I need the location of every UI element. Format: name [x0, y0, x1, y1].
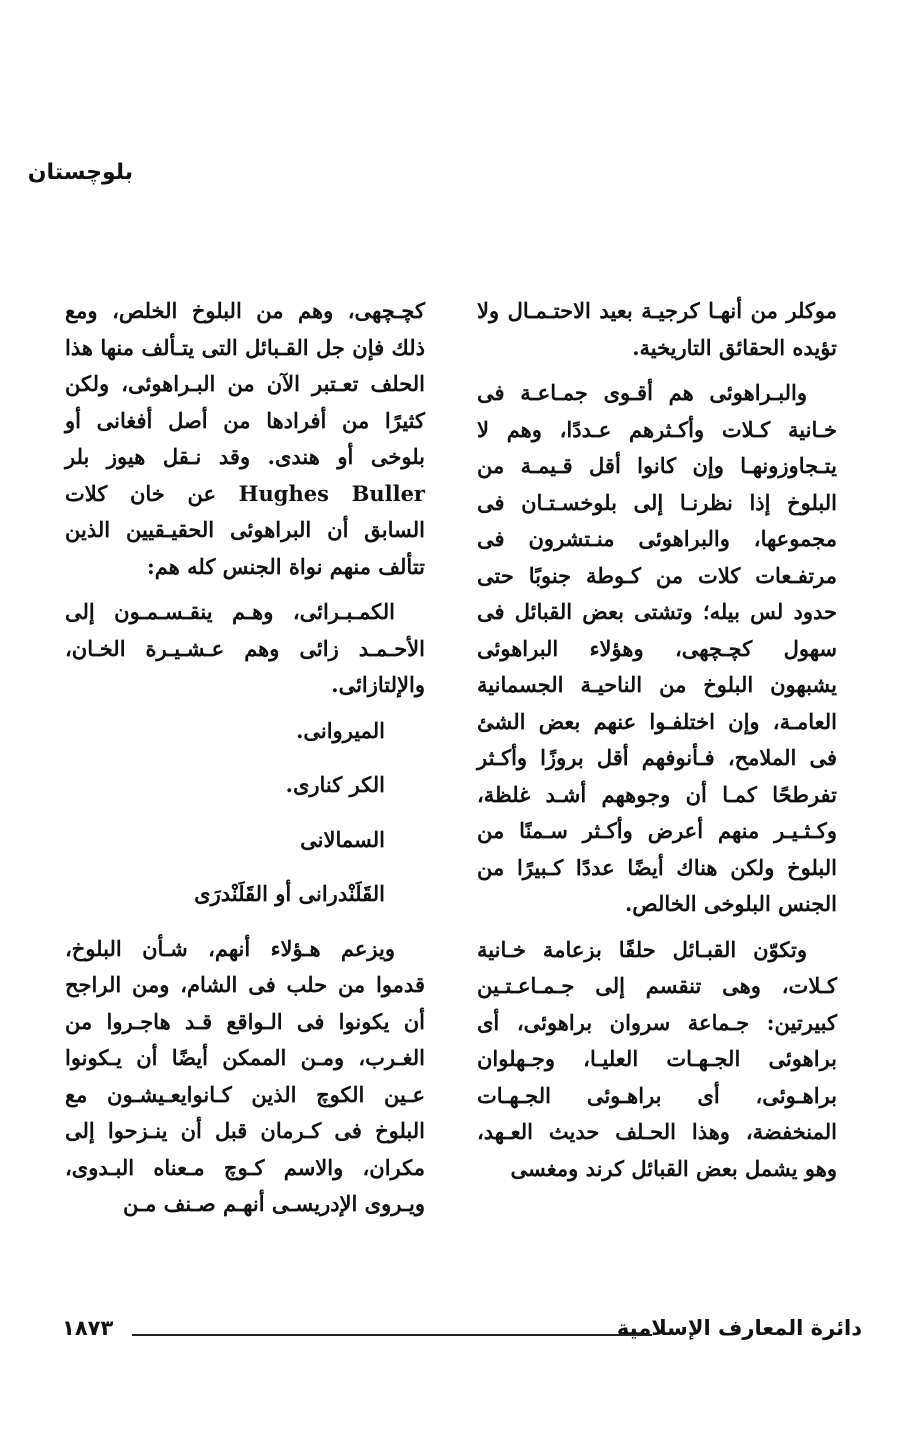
list-item: السمالانى: [300, 826, 385, 852]
paragraph: موكلر من أنهـا كرجيـة بعيد الاحتـمـال ولا تؤيده الحقائق التاريخية.: [477, 298, 837, 360]
page-footer: [62, 1316, 862, 1352]
left-column: [65, 293, 425, 1232]
paragraph: والبـراهوئى هم أقـوى جمـاعـة فى خـانية كـلات وأكـثرهم عـددًا، وهم لا يتـجاوزونهـا وإن كانوا أقل قـيمـة من البلوخ إذا نظرنـا إلى بلوخسـتـان فى مجموعها، والبراهوئى منـتشرون فى مرتفـعات كلات من كـوطة جنوبًا حتى حدود لس بيله؛ وتشتى بعض القبائل فى سهول كچـچهى، وهؤلاء البراهوئى يشبهون البلوخ من الناحيـة الجسمانية العامـة، وإن اختلفـوا عنهم بعض الشئ فى الملامح، فـأنوفهم أقل بروزًا وأكـثر تفرطحًا كمـا أن وجوههم أشـد غلظة، وكـثـيـر منهم أعرض وأكـثر سـمنًا من البلوخ ولكن هناك أيضًا عددًا كـبيرًا من الجنس البلوخى الخالص.: [477, 380, 837, 916]
page-number: ١٨٧٣: [62, 1316, 114, 1340]
list-intro-paragraph: الكمـبـرائى، وهـم ينقـسـمـون إلى الأحـمـد زائى وهم عـشـيـرة الخـان، والإلتازائى.: [65, 599, 425, 697]
list-item: الكر كنارى.: [285, 772, 385, 797]
list-item: الميروانى.: [296, 717, 385, 743]
running-title: بلوچستان: [27, 160, 133, 185]
right-column: [477, 293, 837, 1196]
paragraph: وتكوّن القبـائل حلفًا بزعامة خـانية كـلات، وهى تنقسم إلى جـمـاعـتـين كبيرتين: جـماعة سروان براهوئى، أى براهوئى الجـهـات العليـا، وجـهلوان براهـوئى، أى براهـوئى الجـهـات المنخفضة، وهذا الحـلف حديث العـهد، وهو يشمل بعض القبائل كرند ومغسى: [477, 936, 837, 1181]
footer-rule: [132, 1334, 652, 1336]
publication-title: دائرة المعارف الإسلامية: [616, 1316, 862, 1340]
list-item: القَلَنْدرانى أو القَلَنْدرَى: [194, 881, 385, 906]
paragraph: ويزعم هـؤلاء أنهم، شـأن البلوخ، قدموا من حلب فى الشام، ومن الراجح أن يكونوا فى الـواقع قـد هاجـروا من الغـرب، ومـن الممكن أيضًا أن يـكونوا عـين الكوچ الذين كـانوايعـيشـون مع البلوخ فى كـرمان قبل أن ينـزحوا إلى مكران، والاسم كـوچ مـعناه البـدوى، ويـروى الإدريسـى أنهـم صـنف مـن: [65, 935, 425, 1216]
paragraph: كچـچهى، وهم من البلوخ الخلص، ومع ذلك فإن جل القـبائل التى يتـألف منها هذا الحلف تعـتبر الآن من البـراهوئى، ولكن كثيرًا من أفرادها من أصل أفغانى أو بلوخى أو هندى. وقد نـقل هيوز بلر Hughes Buller عن خان كلات السابق أن البراهوئى الحقيـقيين الذين تتألف منهم نواة الجنس كله هم:: [65, 298, 425, 579]
